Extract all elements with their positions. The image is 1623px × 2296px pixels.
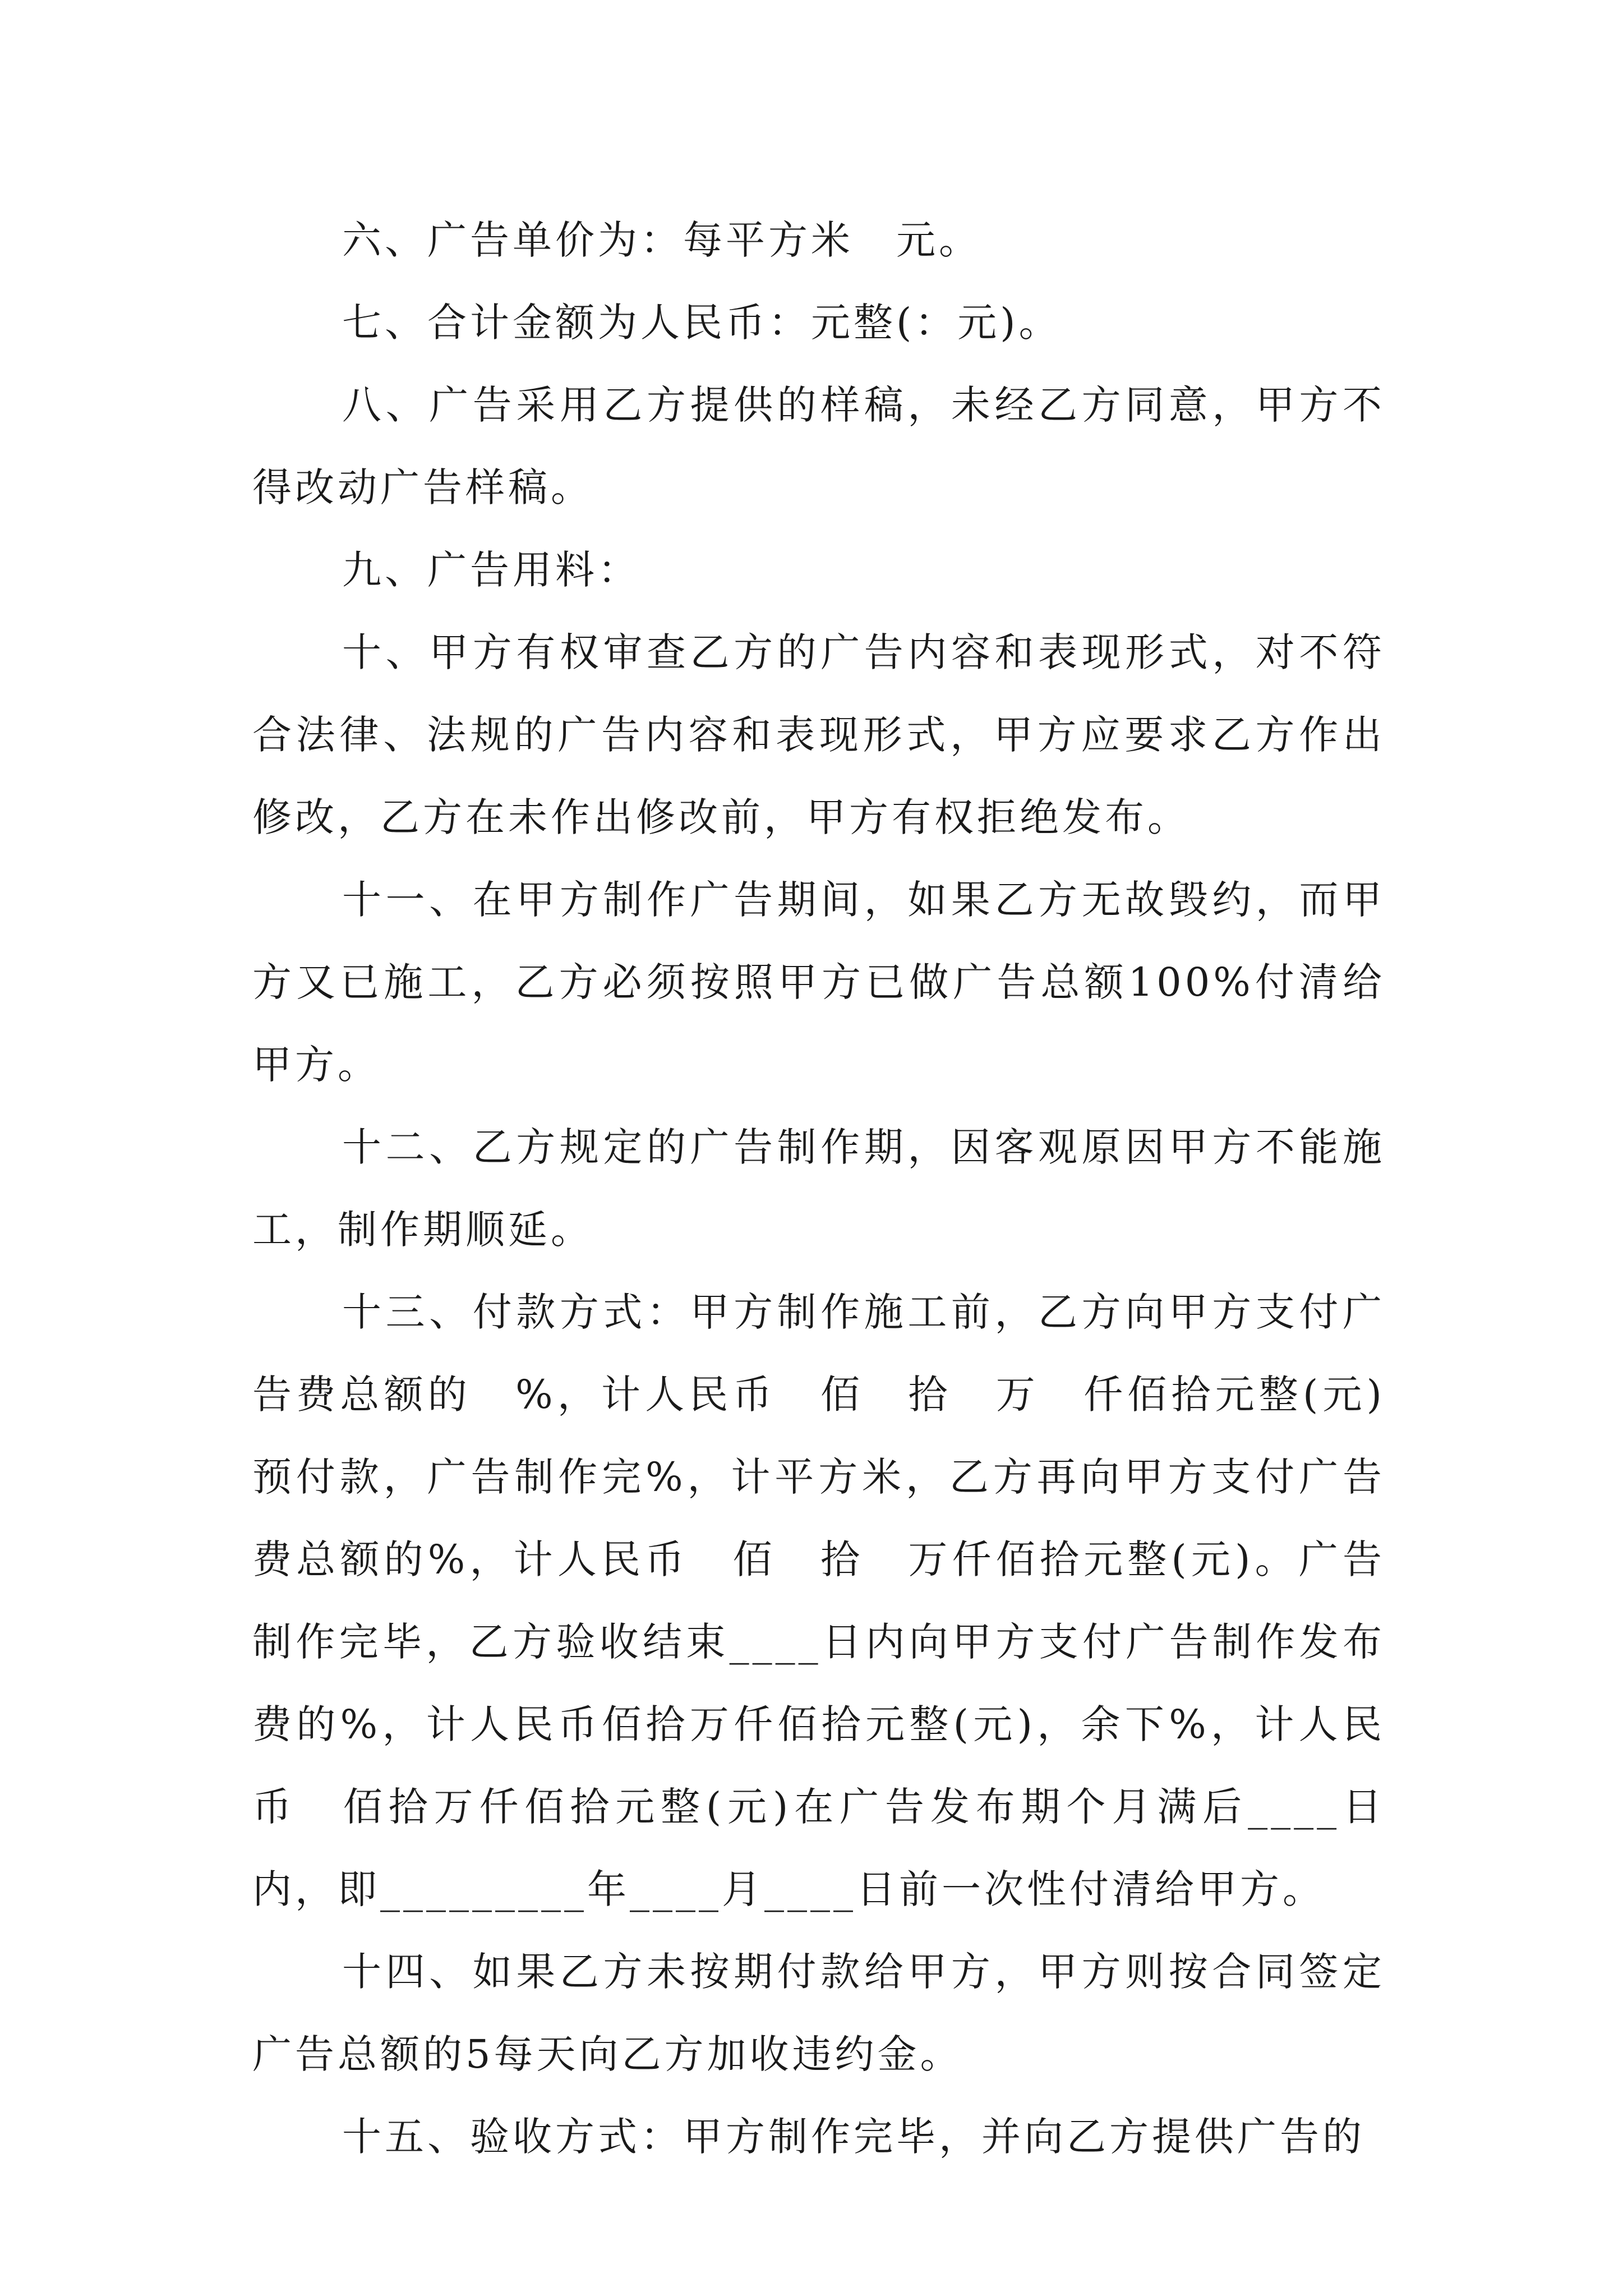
clause-14: 十四、如果乙方未按期付款给甲方，甲方则按合同签定广告总额的5每天向乙方加收违约金。 bbox=[252, 1949, 1385, 2077]
clause-10: 十、甲方有权审查乙方的广告内容和表现形式，对不符合法律、法规的广告内容和表现形式，甲方应要求乙方作出修改，乙方在未作出修改前，甲方有权拒绝发布。 bbox=[252, 629, 1385, 840]
clause-11: 十一、在甲方制作广告期间，如果乙方无故毁约，而甲方又已施工，乙方必须按照甲方已做广告总额100%付清给甲方。 bbox=[252, 877, 1385, 1088]
clause-13: 十三、付款方式：甲方制作施工前，乙方向甲方支付广告费总额的 %，计人民币 佰 拾 万 仟佰拾元整(元)预付款，广告制作完%，计平方米，乙方再向甲方支付广告费总额的%，计人民币 佰 拾 万仟佰拾元整(元)。广告制作完毕，乙方验收结束____日内向甲方支付广告制作发布费的%，计人民币佰拾万仟佰拾元整(元)，余下%，计人民币 佰拾万仟佰拾元整(元)在广告发布期个月满后____日内，即_________年____月____日前一次性付清给甲方。 bbox=[252, 1289, 1385, 1912]
document-body bbox=[252, 199, 1385, 2178]
clause-6: 六、广告单价为：每平方米 元。 bbox=[342, 217, 981, 263]
clause-9: 九、广告用料： bbox=[342, 547, 640, 593]
clause-8: 八、广告采用乙方提供的样稿，未经乙方同意，甲方不得改动广告样稿。 bbox=[252, 382, 1385, 510]
clause-12: 十二、乙方规定的广告制作期，因客观原因甲方不能施工，制作期顺延。 bbox=[252, 1124, 1385, 1253]
clause-15: 十五、验收方式：甲方制作完毕，并向乙方提供广告的 bbox=[342, 2114, 1365, 2160]
clause-7: 七、合计金额为人民币：元整(：元)。 bbox=[342, 300, 1062, 346]
